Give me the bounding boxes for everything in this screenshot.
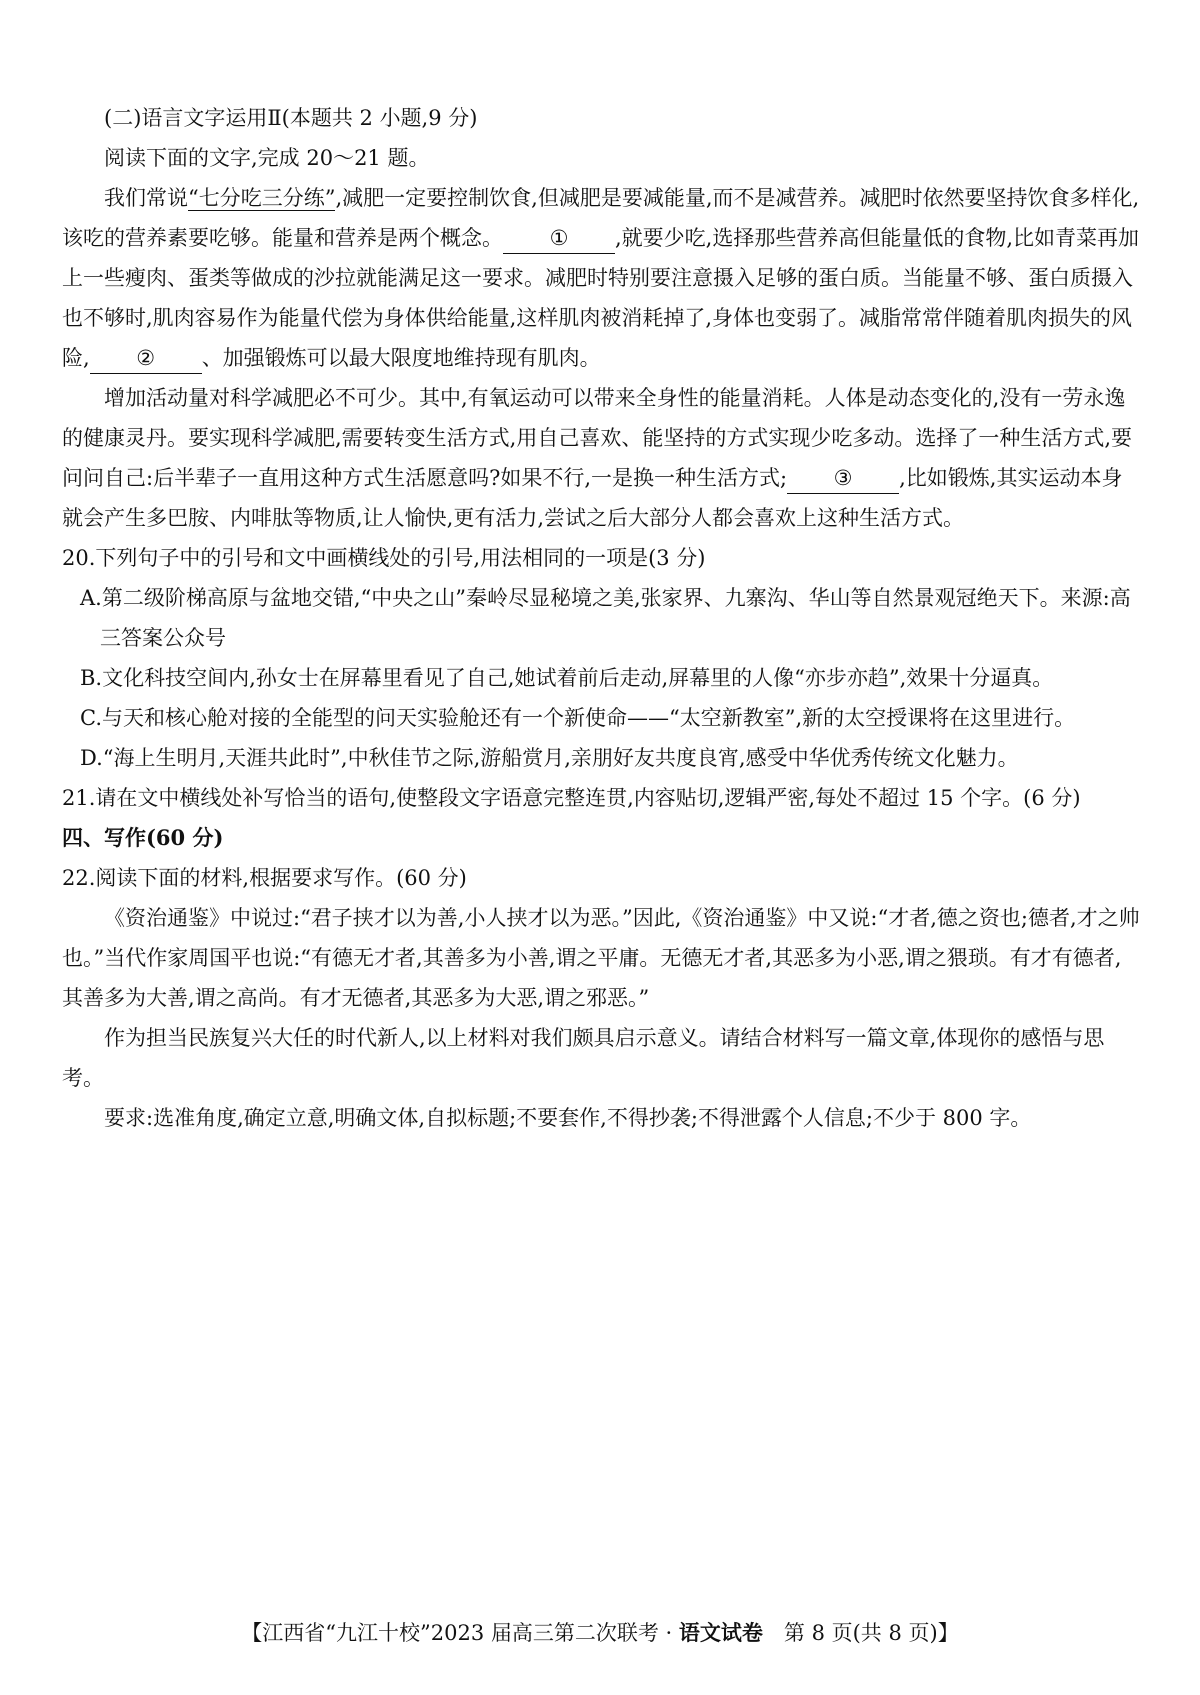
q22-material: 《资治通鉴》中说过:“君子挟才以为善,小人挟才以为恶。”因此,《资治通鉴》中又说:“才者,德之资也;德者,才之帅也。”当代作家周国平也说:“有德无才者,其善多为小善,谓之平庸。无德无才者,其恶多为小恶,谓之猥琐。有才有德者,其善多为大善,谓之高尚。有才无德者,其恶多为大恶,谓之邪恶。” <box>62 906 1140 1010</box>
fill-blank-3[interactable]: ③ <box>787 463 899 494</box>
question-20-stem: 20.下列句子中的引号和文中画横线处的引号,用法相同的一项是(3 分) <box>62 546 706 570</box>
q20-option-d[interactable]: D.“海上生明月,天涯共此时”,中秋佳节之际,游船赏月,亲朋好友共度良宵,感受中华优秀传统文化魅力。 <box>80 746 1019 770</box>
fill-blank-2[interactable]: ② <box>90 343 202 374</box>
question-22-stem: 22.阅读下面的材料,根据要求写作。(60 分) <box>62 866 467 890</box>
q22-requirements: 要求:选准角度,确定立意,明确文体,自拟标题;不要套作,不得抄袭;不得泄露个人信息;不少于 800 字。 <box>104 1106 1032 1130</box>
q20-option-a[interactable]: A.第二级阶梯高原与盆地交错,“中央之山”秦岭尽显秘境之美,张家界、九寨沟、华山等自然景观冠绝天下。来源:高三答案公众号 <box>80 586 1131 650</box>
passage-text: ,就要少吃,选择那些营养高但能量低的食物,比如青菜再加上一些瘦肉、蛋类等做成的沙拉就能满足这一要求。减肥时特别要注意摄入足够的蛋白质。当能量不够、蛋白质摄入也不够时,肌肉容易作为能量代偿为身体供给能量,这样肌肉被消耗掉了,身体也变弱了。减脂常常伴随着肌肉损失的风险, <box>62 226 1140 370</box>
passage-text: ,比如锻炼,其实运动本身就会产生多巴胺、内啡肽等物质,让人愉快,更有活力,尝试之后大部分人都会喜欢上这种生活方式。 <box>62 466 1123 530</box>
exam-content <box>62 98 1142 1138</box>
passage-text: ,减肥一定要控制饮食,但减肥是要减能量,而不是减营养。减肥时依然要坚持饮食多样化,该吃的营养素要吃够。能量和营养是两个概念。 <box>62 186 1140 250</box>
q20-option-b[interactable]: B.文化科技空间内,孙女士在屏幕里看见了自己,她试着前后走动,屏幕里的人像“亦步亦趋”,效果十分逼真。 <box>80 666 1054 690</box>
footer-page-number: 第 8 页(共 8 页)】 <box>762 1621 959 1645</box>
underlined-quote: “七分吃三分练” <box>188 186 336 210</box>
section-heading: (二)语言文字运用Ⅱ(本题共 2 小题,9 分) <box>104 106 478 130</box>
q22-task: 作为担当民族复兴大任的时代新人,以上材料对我们颇具启示意义。请结合材料写一篇文章,体现你的感悟与思考。 <box>62 1026 1105 1090</box>
question-21-stem: 21.请在文中横线处补写恰当的语句,使整段文字语意完整连贯,内容贴切,逻辑严密,每处不超过 15 个字。(6 分) <box>62 786 1081 810</box>
writing-section-heading: 四、写作(60 分) <box>62 825 224 850</box>
passage-text: 增加活动量对科学减肥必不可少。其中,有氧运动可以带来全身性的能量消耗。人体是动态变化的,没有一劳永逸的健康灵丹。要实现科学减肥,需要转变生活方式,用自己喜欢、能坚持的方式实现少吃多动。选择了一种生活方式,要问问自己:后半辈子一直用这种方式生活愿意吗?如果不行,一是换一种生活方式; <box>62 386 1133 490</box>
footer-subject: 语文试卷 <box>678 1620 763 1645</box>
fill-blank-1[interactable]: ① <box>503 223 615 254</box>
passage-paragraph-2 <box>62 378 1142 538</box>
passage-text: 、加强锻炼可以最大限度地维持现有肌肉。 <box>201 346 601 370</box>
passage-paragraph-1 <box>62 178 1142 378</box>
passage-text: 我们常说 <box>104 186 188 210</box>
page-footer <box>0 1618 1200 1648</box>
reading-instruction: 阅读下面的文字,完成 20～21 题。 <box>104 146 430 170</box>
q20-option-c[interactable]: C.与天和核心舱对接的全能型的问天实验舱还有一个新使命——“太空新教室”,新的太空授课将在这里进行。 <box>80 706 1076 730</box>
footer-source: 【江西省“九江十校”2023 届高三第二次联考 · <box>241 1621 679 1645</box>
